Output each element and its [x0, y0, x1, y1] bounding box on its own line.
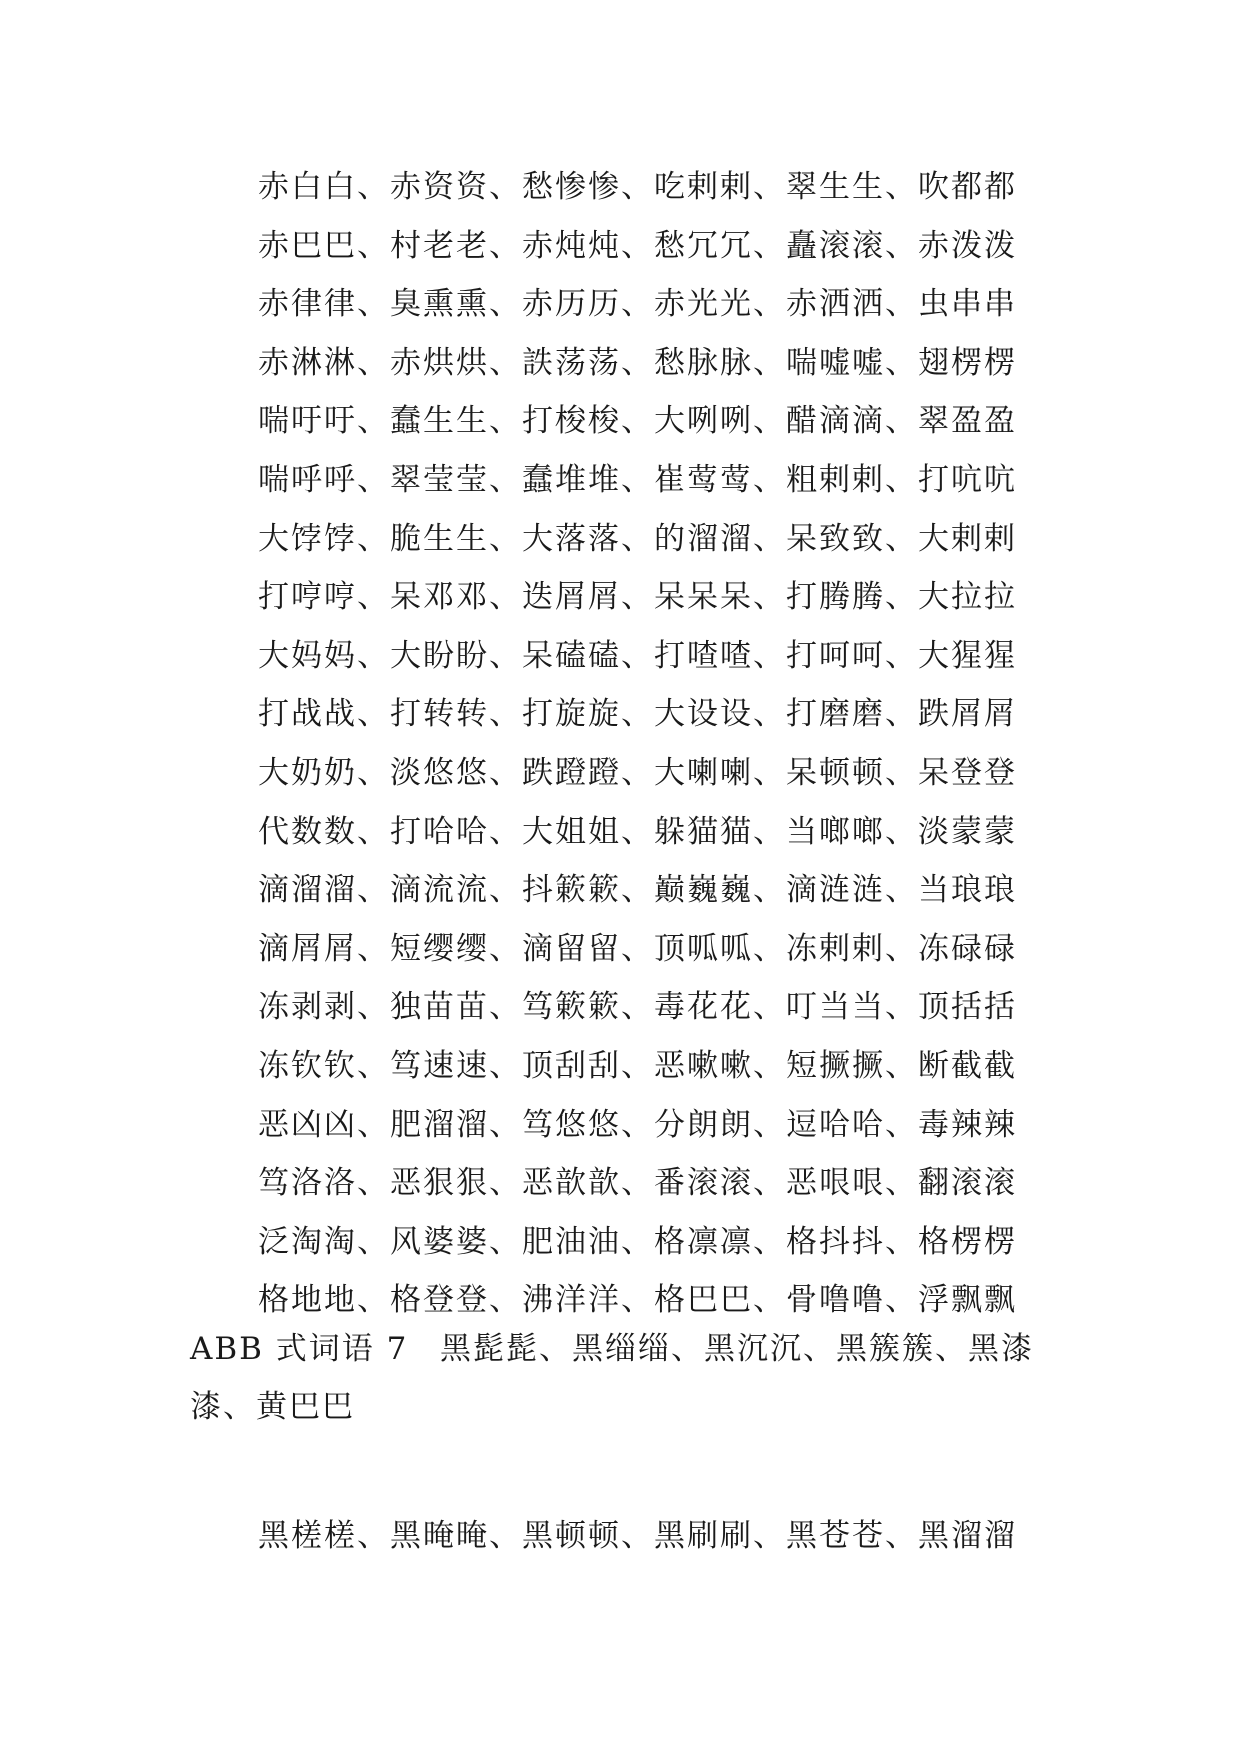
word-line: 恶凶凶、肥溜溜、笃悠悠、分朗朗、逗哈哈、毒辣辣: [258, 1106, 1017, 1143]
section-label: ABB 式词语 7: [190, 1331, 409, 1367]
word-line: 喘吁吁、蠢生生、打梭梭、大咧咧、醋滴滴、翠盈盈: [258, 403, 1017, 440]
word-line: 赤律律、臭熏熏、赤历历、赤光光、赤洒洒、虫串串: [258, 286, 1017, 323]
word-line: 笃洛洛、恶狠狠、恶歆歆、番滚滚、恶哏哏、翻滚滚: [258, 1165, 1017, 1202]
section-paragraph: [190, 1320, 1070, 1436]
word-line: 赤白白、赤资资、愁惨惨、吃剌剌、翠生生、吹都都: [258, 169, 1017, 205]
word-line: 滴溜溜、滴流流、抖簌簌、巅巍巍、滴涟涟、当琅琅: [258, 872, 1017, 909]
word-line: 代数数、打哈哈、大姐姐、躲猫猫、当啷啷、淡蒙蒙: [258, 813, 1017, 850]
word-line-tail: 黑槎槎、黑晻晻、黑顿顿、黑刷刷、黑苍苍、黑溜溜: [258, 1518, 1017, 1554]
section-text-line-1: 黑髭髭、黑缁缁、黑沉沉、黑簇簇、黑漆: [440, 1331, 1034, 1367]
word-line: 大奶奶、淡悠悠、跌蹬蹬、大喇喇、呆顿顿、呆登登: [258, 754, 1017, 791]
word-line: 滴屑屑、短缨缨、滴留留、顶呱呱、冻剌剌、冻碌碌: [258, 930, 1017, 967]
word-line: 泛淘淘、风婆婆、肥油油、格凛凛、格抖抖、格楞楞: [258, 1223, 1017, 1260]
word-line: 大饽饽、脆生生、大落落、的溜溜、呆致致、大剌剌: [258, 520, 1017, 557]
word-line: 赤淋淋、赤烘烘、詄荡荡、愁脉脉、喘嘘嘘、翅楞楞: [258, 344, 1017, 381]
word-line: 打战战、打转转、打旋旋、大设设、打磨磨、跌屑屑: [258, 696, 1017, 733]
section-text-line-2: 漆、黄巴巴: [190, 1389, 355, 1425]
word-line: 赤巴巴、村老老、赤炖炖、愁冗冗、矗滚滚、赤泼泼: [258, 227, 1017, 264]
word-line: 格地地、格登登、沸洋洋、格巴巴、骨噜噜、浮飘飘: [258, 1282, 1017, 1319]
word-line: 冻钦钦、笃速速、顶刮刮、恶嗽嗽、短撅撅、断截截: [258, 1047, 1017, 1084]
word-line: 喘呼呼、翠莹莹、蠢堆堆、崔莺莺、粗剌剌、打吭吭: [258, 461, 1017, 498]
word-line: 冻剥剥、独苗苗、笃簌簌、毒花花、叮当当、顶括括: [258, 989, 1017, 1026]
word-line: 大妈妈、大盼盼、呆磕磕、打喳喳、打呵呵、大猩猩: [258, 637, 1017, 674]
word-list: [258, 158, 1058, 1330]
word-line: 打哼哼、呆邓邓、迭屑屑、呆呆呆、打腾腾、大拉拉: [258, 579, 1017, 616]
